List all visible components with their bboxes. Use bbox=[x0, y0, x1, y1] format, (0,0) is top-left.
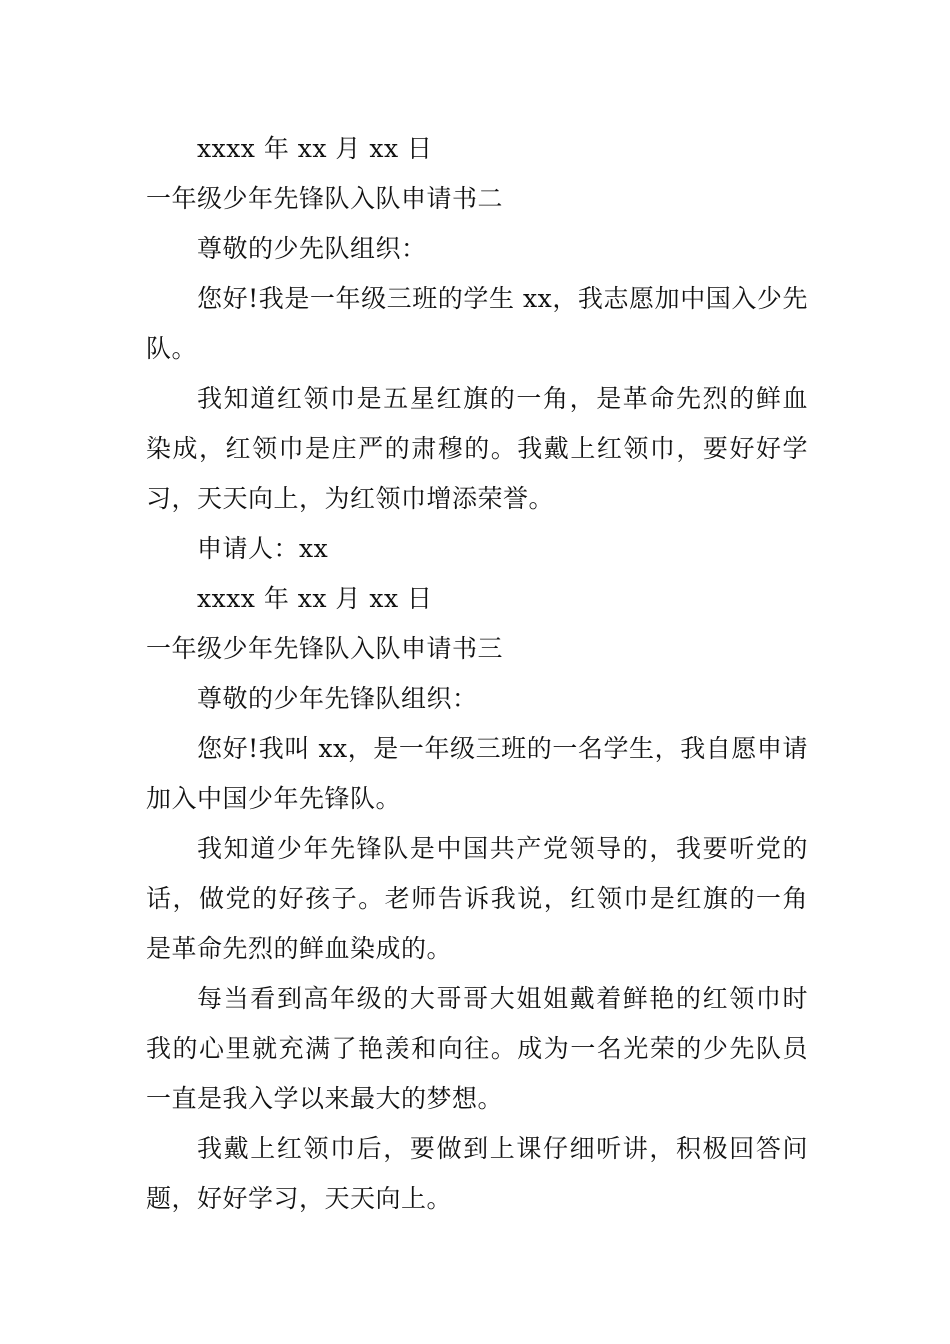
letter-3-title: 一年级少年先锋队入队申请书三 bbox=[146, 634, 504, 663]
letter-2-paragraph: 我知道红领巾是五星红旗的一角，是革命先烈的鲜血染成，红领巾是庄严的肃穆的。我戴上红领巾，要好好学习，天天向上，为红领巾增添荣誉。 bbox=[146, 384, 808, 513]
date-line: xxxx 年 xx 月 xx 日 bbox=[197, 134, 433, 163]
letter-3-paragraph: 您好!我叫 xx，是一年级三班的一名学生，我自愿申请加入中国少年先锋队。 bbox=[146, 734, 808, 813]
letter-2-paragraph: 您好!我是一年级三班的学生 xx，我志愿加中国入少先队。 bbox=[146, 284, 808, 363]
letter-3-paragraph: 我戴上红领巾后，要做到上课仔细听讲，积极回答问题，好好学习，天天向上。 bbox=[146, 1134, 808, 1213]
letter-2-salutation: 尊敬的少先队组织： bbox=[197, 234, 427, 263]
document-page bbox=[146, 124, 808, 1224]
letter-3-paragraph: 每当看到高年级的大哥哥大姐姐戴着鲜艳的红领巾时我的心里就充满了艳羡和向往。成为一名光荣的少先队员一直是我入学以来最大的梦想。 bbox=[146, 984, 808, 1113]
letter-3-salutation: 尊敬的少年先锋队组织： bbox=[197, 684, 478, 713]
letter-2-title: 一年级少年先锋队入队申请书二 bbox=[146, 184, 504, 213]
letter-3-paragraph: 我知道少年先锋队是中国共产党领导的，我要听党的话，做党的好孩子。老师告诉我说，红领巾是红旗的一角是革命先烈的鲜血染成的。 bbox=[146, 834, 808, 963]
letter-2-date: xxxx 年 xx 月 xx 日 bbox=[197, 584, 433, 613]
letter-2-applicant: 申请人：xx bbox=[197, 534, 329, 563]
